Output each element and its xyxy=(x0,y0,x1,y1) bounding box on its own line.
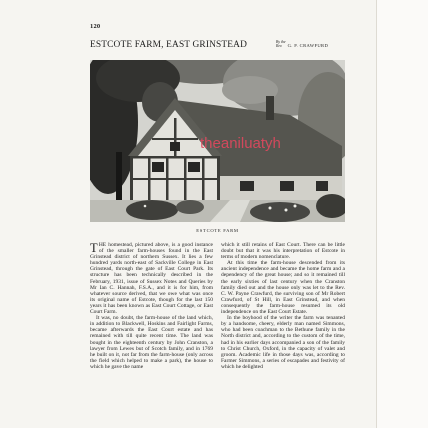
byline-line-1: By the xyxy=(276,40,286,44)
photo-chimney xyxy=(266,96,274,120)
paragraph xyxy=(90,242,213,315)
article-title: ESTCOTE FARM, EAST GRINSTEAD xyxy=(90,40,247,50)
page-number: 120 xyxy=(90,23,101,30)
byline xyxy=(276,40,328,48)
byline-line-2: Rev. xyxy=(276,44,283,49)
page-edge xyxy=(376,0,377,428)
drop-cap: T xyxy=(90,240,98,255)
page-margin xyxy=(377,0,428,428)
lead-word: HE xyxy=(98,242,107,248)
paragraph: In the boyhood of the writer the farm was tenanted by a handsome, cheery, elderly man named Simmons, who had been coachman to the Bethune family in the North district and, according to the custom of the time, had in his earlier days accompanied a son of the family to Christ Church, Oxford, in the capacity of valet and groom. Academic life in those days was, according to Farmer Simmons, a series of escapades and festivity of which he delighted xyxy=(221,315,345,370)
paragraph: It was, no doubt, the farm-house of the land which, in addition to Blackwell, Hoskins and Fairlight Farms, became afterwards the East Court estate and has remained with till quite recent time. The land was bought in the eighteenth century by John Cranston, a lawyer from Lewes but of Scotch family, and in 1769 he built on it, not far from the farm-house (only across the field which helped to make a park), the house to which he gave the name xyxy=(90,315,213,370)
text-column-left xyxy=(90,242,213,370)
author-name: G. P. CRAWFURD xyxy=(287,43,329,49)
byline-prefix xyxy=(276,40,286,48)
paragraph-text: homestead, pictured above, is a good instance of the smaller farm-houses found in the East Grinstead district of northern Sussex. It lies a few hundred yards north-east of Sackville College in East Grinstead, through the gate of East Court Park. Its structure has been technically described in the February, 1931, issue of Sussex Notes and Queries by Mr Ian C. Hannah, F.S.A., and it is for him, from whatever source derived, that we owe what was once its original name of Estcote, though for the last 150 years it has been known as East Court Cottage, or East Court Farm. xyxy=(90,242,213,316)
photo-watermark: theaniluatyh xyxy=(200,135,281,152)
photo-caption: ESTCOTE FARM xyxy=(196,228,239,233)
text-column-right xyxy=(221,242,345,370)
paragraph: which it still retains of East Court. There can be little doubt but that it was his interpretation of Estcote in terms of modern nomenclature. xyxy=(221,242,345,261)
paragraph: At this time the farm-house descended from its ancient independence and became the home farm and a dependency of the great house; and so it remained till the early sixties of last century when the Cranston family died out and the house only was let to the Rev. C. W. Payne Crawfurd, the surviving son of Mr Robert Crawfurd, of St Hill, in East Grinstead, and when consequently the farm-house resumed its old independence on the East Court Estate. xyxy=(221,260,345,316)
photo-estcote-farm xyxy=(90,60,345,222)
